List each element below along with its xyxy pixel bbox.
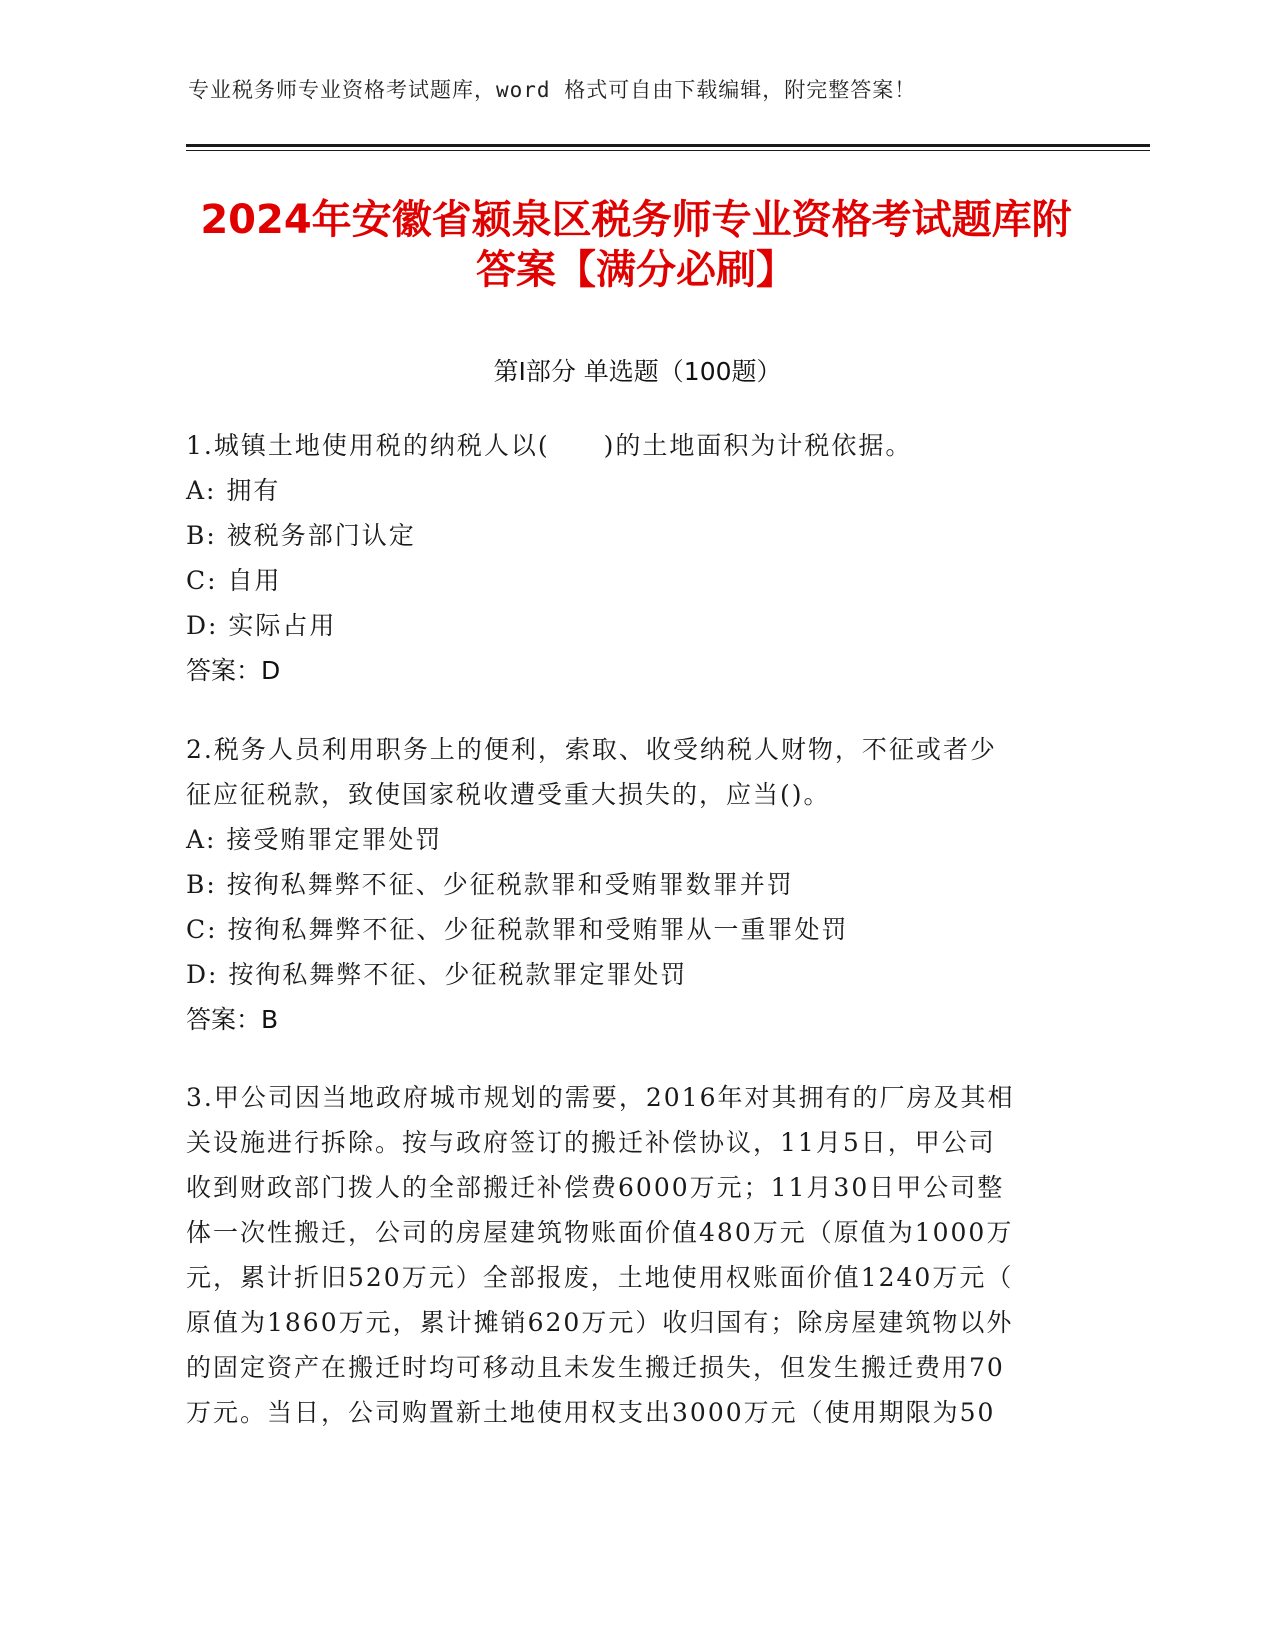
question-2 <box>186 727 1066 1042</box>
question-3 <box>186 1075 1066 1435</box>
question-stem-line: 2.税务人员利用职务上的便利，索取、收受纳税人财物，不征或者少 <box>186 735 997 764</box>
question-stem-line: 3.甲公司因当地政府城市规划的需要，2016年对其拥有的厂房及其相 <box>186 1083 1015 1112</box>
question-1 <box>186 423 1066 693</box>
question-stem-line: 万元。当日，公司购置新土地使用权支出3000万元（使用期限为50 <box>186 1398 996 1427</box>
option-d: D: 实际占用 <box>186 611 337 640</box>
header-divider-thin <box>186 150 1150 151</box>
question-stem-line: 元，累计折旧520万元）全部报废，土地使用权账面价值1240万元（ <box>186 1263 1014 1292</box>
answer-line: 答案：D <box>186 656 281 685</box>
section-heading: 第Ⅰ部分 单选题（100题） <box>493 357 782 386</box>
document-title: 2024年安徽省颍泉区税务师专业资格考试题库附答案【满分必刷】 <box>200 197 1072 293</box>
option-b: B: 按徇私舞弊不征、少征税款罪和受贿罪数罪并罚 <box>186 870 794 899</box>
header-note: 专业税务师专业资格考试题库，word 格式可自由下载编辑，附完整答案！ <box>188 78 917 102</box>
option-a: A: 接受贿罪定罪处罚 <box>186 825 443 854</box>
question-stem-line: 的固定资产在搬迁时均可移动且未发生搬迁损失，但发生搬迁费用70 <box>186 1353 1005 1382</box>
question-stem-line: 收到财政部门拨人的全部搬迁补偿费6000万元；11月30日甲公司整 <box>186 1173 1005 1202</box>
header-divider <box>186 144 1150 147</box>
option-d: D: 按徇私舞弊不征、少征税款罪定罪处罚 <box>186 960 688 989</box>
option-c: C: 按徇私舞弊不征、少征税款罪和受贿罪从一重罪处罚 <box>186 915 849 944</box>
question-stem-line: 体一次性搬迁，公司的房屋建筑物账面价值480万元（原值为1000万 <box>186 1218 1014 1247</box>
option-b: B: 被税务部门认定 <box>186 521 416 550</box>
question-stem-line: 征应征税款，致使国家税收遭受重大损失的，应当()。 <box>186 780 831 809</box>
question-stem: 1.城镇土地使用税的纳税人以( )的土地面积为计税依据。 <box>186 431 913 460</box>
option-c: C: 自用 <box>186 566 282 595</box>
answer-line: 答案：B <box>186 1005 279 1034</box>
option-a: A: 拥有 <box>186 476 281 505</box>
question-stem-line: 关设施进行拆除。按与政府签订的搬迁补偿协议，11月5日，甲公司 <box>186 1128 996 1157</box>
question-stem-line: 原值为1860万元，累计摊销620万元）收归国有；除房屋建筑物以外 <box>186 1308 1014 1337</box>
